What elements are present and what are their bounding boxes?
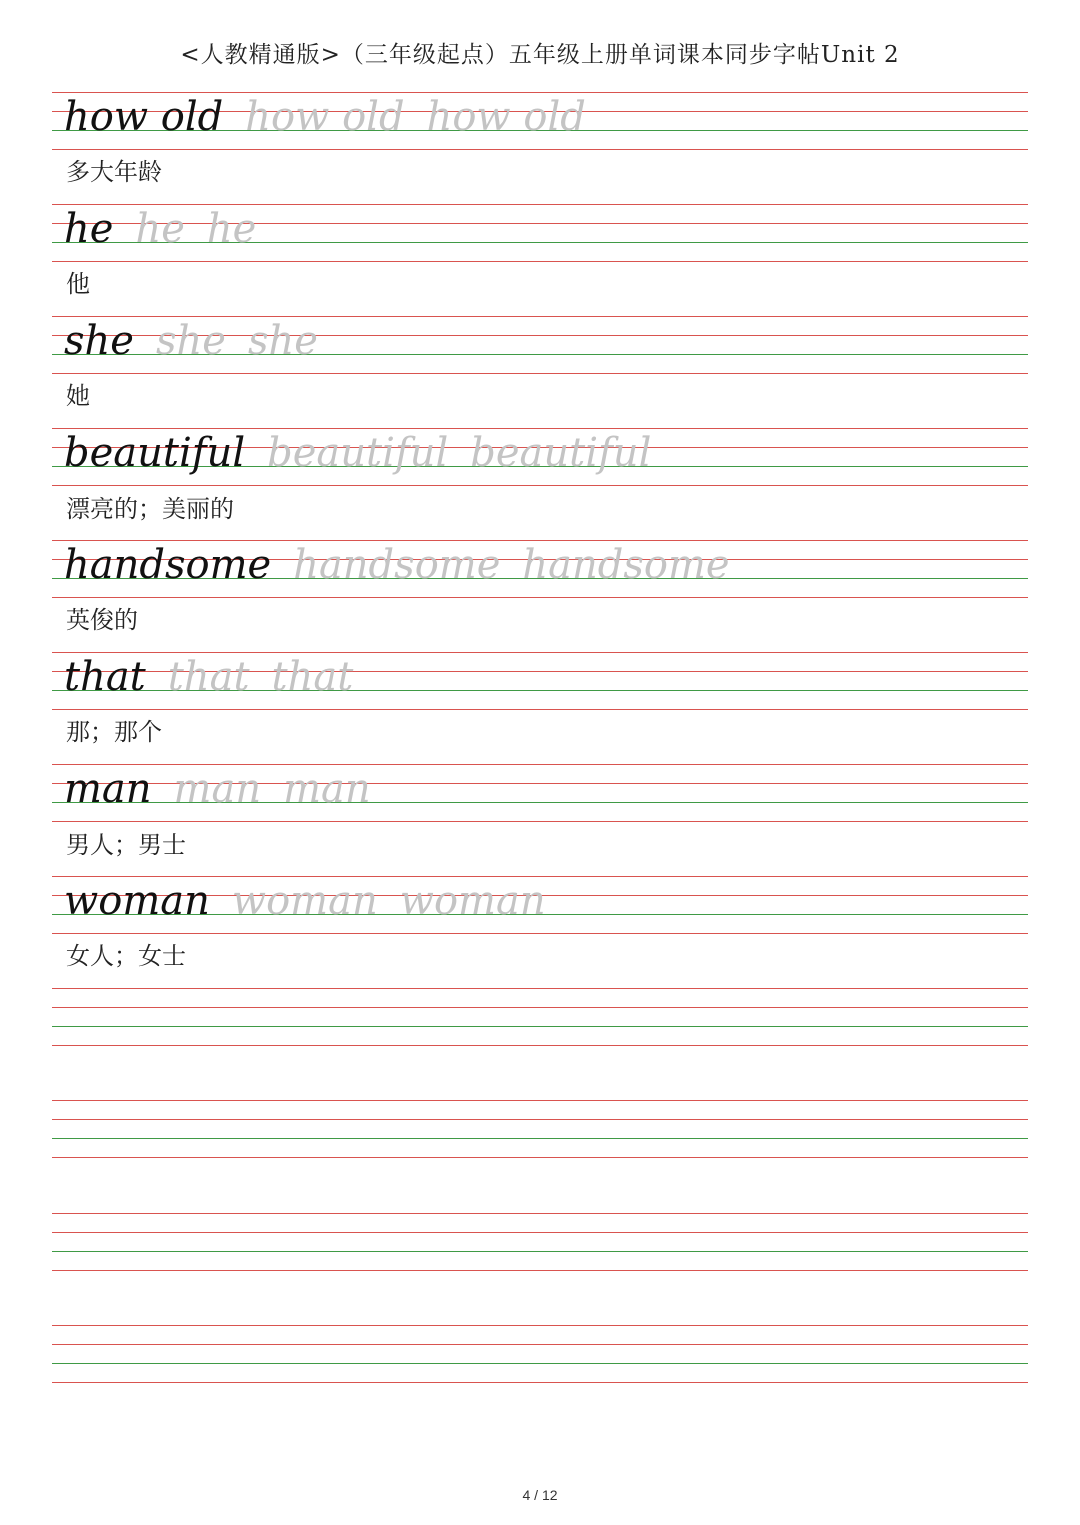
trace-word: handsome — [522, 542, 730, 588]
guide-line-top — [52, 204, 1028, 205]
guide-line-baseline — [52, 1026, 1028, 1027]
guide-line-bottom — [52, 597, 1028, 598]
page-number: 4 / 12 — [522, 1487, 558, 1503]
word-meaning: 多大年龄 — [66, 158, 162, 186]
word-group — [64, 430, 651, 476]
word-meaning: 他 — [66, 270, 90, 298]
guide-line-bottom — [52, 709, 1028, 710]
guide-line-top — [52, 316, 1028, 317]
guide-line-bottom — [52, 1382, 1028, 1383]
word-meaning: 女人；女士 — [66, 942, 186, 970]
trace-word: woman — [231, 878, 378, 924]
trace-word: he — [206, 206, 257, 252]
guide-line-bottom — [52, 1157, 1028, 1158]
word-group — [64, 206, 256, 252]
guide-line-top — [52, 428, 1028, 429]
empty-writing-row — [52, 1325, 1028, 1383]
word-group — [64, 766, 371, 812]
vocab-word: he — [64, 206, 114, 252]
word-meaning: 男人；男士 — [66, 831, 186, 859]
trace-word: she — [155, 318, 226, 364]
trace-word: beautiful — [267, 430, 449, 476]
trace-word: man — [173, 766, 262, 812]
guide-line-top — [52, 1100, 1028, 1101]
word-meaning: 那；那个 — [66, 718, 162, 746]
guide-line-bottom — [52, 821, 1028, 822]
guide-line-upper — [52, 1232, 1028, 1233]
trace-word: handsome — [293, 542, 501, 588]
guide-line-baseline — [52, 1138, 1028, 1139]
guide-line-top — [52, 540, 1028, 541]
trace-word: how old — [245, 94, 405, 140]
guide-line-bottom — [52, 1045, 1028, 1046]
guide-line-bottom — [52, 373, 1028, 374]
vocab-word: handsome — [64, 542, 272, 588]
writing-row — [52, 540, 1028, 598]
writing-row — [52, 316, 1028, 374]
guide-line-top — [52, 764, 1028, 765]
word-meaning: 她 — [66, 382, 90, 410]
writing-row — [52, 876, 1028, 934]
word-group — [64, 94, 586, 140]
trace-word: she — [247, 318, 318, 364]
guide-line-top — [52, 1325, 1028, 1326]
trace-word: that — [167, 654, 250, 700]
writing-row — [52, 764, 1028, 822]
word-meaning: 漂亮的；美丽的 — [66, 495, 234, 523]
guide-line-upper — [52, 1007, 1028, 1008]
guide-line-bottom — [52, 1270, 1028, 1271]
guide-line-top — [52, 1213, 1028, 1214]
guide-line-baseline — [52, 1363, 1028, 1364]
guide-line-bottom — [52, 933, 1028, 934]
guide-line-baseline — [52, 1251, 1028, 1252]
guide-line-upper — [52, 1119, 1028, 1120]
guide-line-top — [52, 988, 1028, 989]
writing-row — [52, 652, 1028, 710]
vocab-word: beautiful — [64, 430, 246, 476]
trace-word: he — [135, 206, 185, 252]
writing-row — [52, 428, 1028, 486]
empty-writing-row — [52, 1213, 1028, 1271]
vocab-word: man — [64, 766, 152, 812]
vocab-word: she — [64, 318, 134, 364]
word-group — [64, 878, 546, 924]
page-title: <人教精通版>（三年级起点）五年级上册单词课本同步字帖Unit 2 — [180, 42, 900, 68]
guide-line-bottom — [52, 149, 1028, 150]
guide-line-bottom — [52, 485, 1028, 486]
guide-line-bottom — [52, 261, 1028, 262]
writing-row — [52, 92, 1028, 150]
word-group — [64, 318, 318, 364]
word-group — [64, 654, 353, 700]
trace-word: woman — [399, 878, 546, 924]
guide-line-top — [52, 652, 1028, 653]
word-group — [64, 542, 730, 588]
trace-word: man — [283, 766, 371, 812]
vocab-word: how old — [64, 94, 224, 140]
word-meaning: 英俊的 — [66, 606, 138, 634]
guide-line-top — [52, 876, 1028, 877]
vocab-word: woman — [64, 878, 210, 924]
vocab-word: that — [64, 654, 146, 700]
writing-row — [52, 204, 1028, 262]
trace-word: that — [271, 654, 354, 700]
guide-line-top — [52, 92, 1028, 93]
trace-word: how old — [426, 94, 586, 140]
trace-word: beautiful — [470, 430, 652, 476]
empty-writing-row — [52, 988, 1028, 1046]
guide-line-upper — [52, 1344, 1028, 1345]
empty-writing-row — [52, 1100, 1028, 1158]
